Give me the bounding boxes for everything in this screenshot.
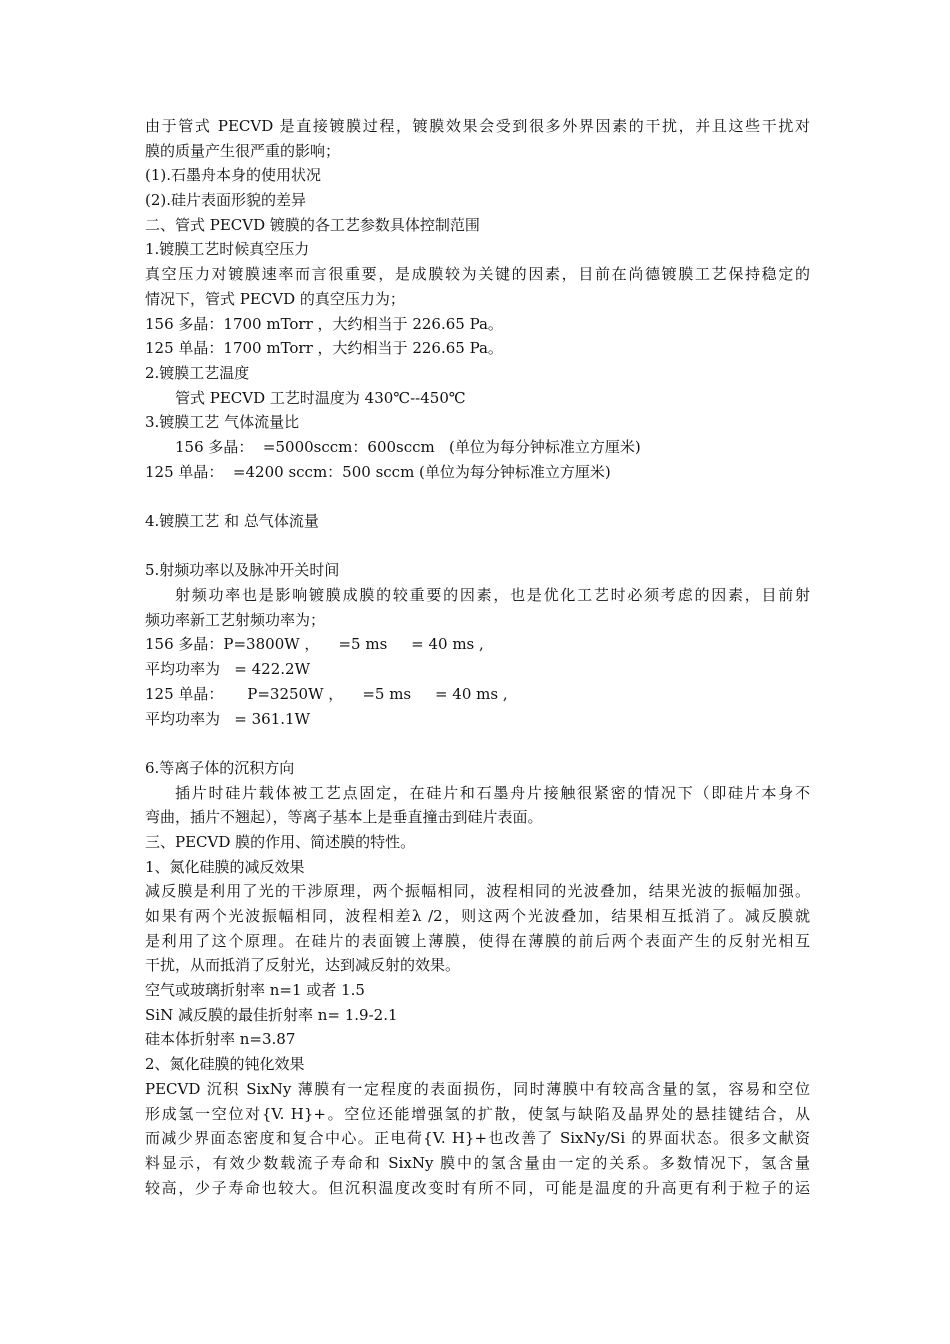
text-line: 156 多晶： =5000sccm：600sccm (单位为每分钟标准立方厘米) [175,437,641,456]
text-line: (2).硅片表面形貌的差异 [145,191,307,210]
text-line: 干扰，从而抵消了反射光，达到减反射的效果。 [145,956,461,975]
text-line: 125 单晶：1700 mTorr ，大约相当于 226.65 Pa。 [145,339,503,358]
text-line: 156 多晶：1700 mTorr ，大约相当于 226.65 Pa。 [145,314,503,333]
text-line: 5.射频功率以及脉冲开关时间 [145,561,340,580]
text-line: 2、氮化硅膜的钝化效果 [145,1055,305,1074]
text-line: 125 单晶： =4200 sccm：500 sccm (单位为每分钟标准立方厘米) [145,462,611,481]
text-line: 空气或玻璃折射率 n=1 或者 1.5 [145,981,365,1000]
text-line: 三、PECVD 膜的作用、简述膜的特性。 [145,832,416,851]
text-line: 管式 PECVD 工艺时温度为 430℃--450℃ [175,388,466,407]
text-line: PECVD 沉积 SixNy 薄膜有一定程度的表面损伤，同时薄膜中有较高含量的氢，容易和空位 [145,1079,810,1098]
text-line: 弯曲，插片不翘起），等离子基本上是垂直撞击到硅片表面。 [145,808,543,827]
text-line: 是利用了这个原理。在硅片的表面镀上薄膜，使得在薄膜的前后两个表面产生的反射光相互 [145,931,810,950]
blank-line [145,534,810,559]
text-line: 膜的质量产生很严重的影响； [145,141,341,160]
text-line: 6.等离子体的沉积方向 [145,758,295,777]
text-line: 射频功率也是影响镀膜成膜的较重要的因素，也是优化工艺时必须考虑的因素，目前射 [175,586,810,605]
blank-line [145,484,810,509]
text-line: 1.镀膜工艺时候真空压力 [145,240,310,259]
text-line: 平均功率为 = 361.1W [145,709,311,728]
text-line: 频功率新工艺射频功率为； [145,610,326,629]
text-line: 125 单晶： P=3250W ， =5 ms = 40 ms , [145,684,508,703]
text-line: 156 多晶：P=3800W ， =5 ms = 40 ms , [145,635,484,654]
text-line: SiN 减反膜的最佳折射率 n= 1.9-2.1 [145,1005,398,1024]
text-line: 2.镀膜工艺温度 [145,363,250,382]
text-line: 3.镀膜工艺 气体流量比 [145,413,300,432]
text-line: 插片时硅片载体被工艺点固定，在硅片和石墨舟片接触很紧密的情况下（即硅片本身不 [175,783,810,802]
text-line: (1).石墨舟本身的使用状况 [145,166,322,185]
text-line: 减反膜是利用了光的干涉原理，两个振幅相同，波程相同的光波叠加，结果光波的振幅加强。 [145,882,810,901]
text-line: 平均功率为 = 422.2W [145,660,311,679]
text-line: 形成氢一空位对{V. H}+。空位还能增强氢的扩散，使氢与缺陷及晶界处的悬挂键结合，从 [145,1104,810,1123]
text-line: 硅本体折射率 n=3.87 [145,1030,296,1049]
text-line: 料显示，有效少数载流子寿命和 SixNy 膜中的氢含量由一定的关系。多数情况下，氢含量 [145,1153,810,1172]
document-body [145,114,810,1200]
text-line: 1、氮化硅膜的减反效果 [145,857,305,876]
text-line: 较高，少子寿命也较大。但沉积温度改变时有所不同，可能是温度的升高更有利于粒子的运 [145,1178,810,1197]
text-line: 而减少界面态密度和复合中心。正电荷{V. H}+也改善了 SixNy/Si 的界面状态。很多文献资 [145,1129,810,1148]
text-line: 二、管式 PECVD 镀膜的各工艺参数具体控制范围 [145,215,480,234]
text-line: 如果有两个光波振幅相同，波程相差λ /2，则这两个光波叠加，结果相互抵消了。减反膜就 [145,907,810,925]
text-line: 4.镀膜工艺 和 总气体流量 [145,512,319,530]
text-line: 真空压力对镀膜速率而言很重要，是成膜较为关键的因素，目前在尚德镀膜工艺保持稳定的 [145,265,810,284]
text-line: 由于管式 PECVD 是直接镀膜过程，镀膜效果会受到很多外界因素的干扰，并且这些干扰对 [145,117,810,135]
blank-line [145,731,810,756]
text-line: 情况下，管式 PECVD 的真空压力为； [145,289,405,308]
